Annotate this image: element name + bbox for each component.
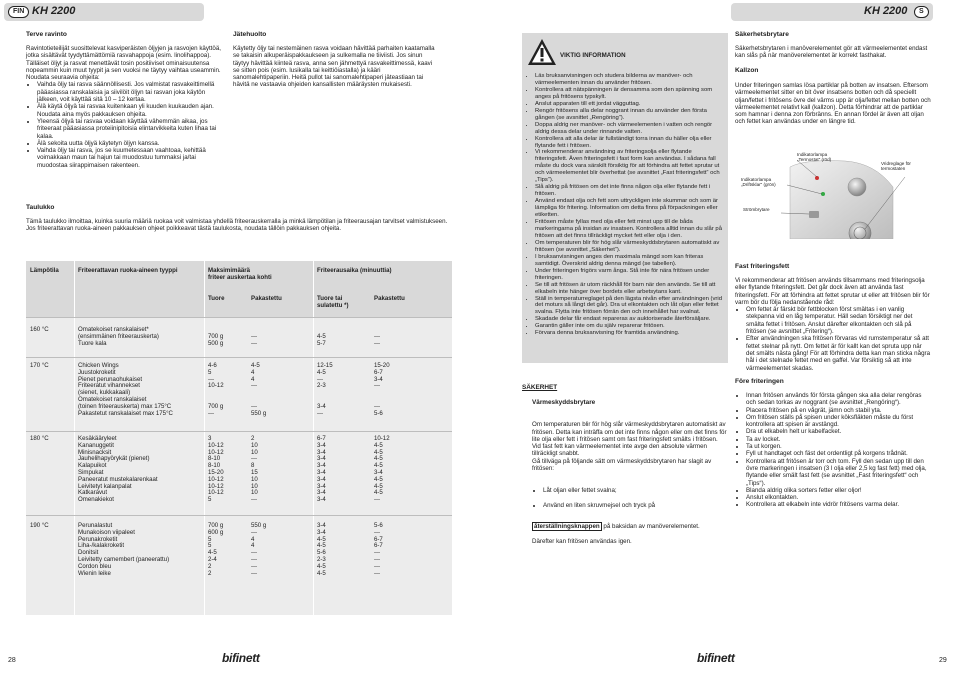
- amount-fresh-cell: 4-6 5 --- 10-12 700 g ---: [208, 362, 224, 417]
- list-item: • Vi rekommenderar användning av friteringsolja eller flytande friteringsfett. Även friteringsfett i fast form kan användas. I sådana fall måste du dock vara särskilt försiktig för att förhindra att fettet sprutar ut och värmeelementet blir överhettat (se avsnittet „Fast friteringsfett“ och „Tips“).: [535, 149, 724, 184]
- list-item: • Ta av locket.: [746, 436, 931, 443]
- page-number: 29: [939, 657, 947, 664]
- control-unit-diagram: [735, 147, 928, 239]
- amount-fresh-cell: 700 g 500 g: [208, 332, 224, 347]
- list-item: • Se till att fritösen är utom räckhåll för barn när den används. Se till att elkabeln inte hänger över bordets eller arbetsytans kant.: [535, 282, 724, 296]
- list-item: • Kontrollera att elkabeln inte vidrör fritösens varma delar.: [746, 501, 931, 508]
- food-cell: Omatekoiset ranskalaiset* (ensimmäinen friteerauskerta) Tuore kala: [78, 326, 159, 347]
- section-body: Under friteringen samlas lösa partiklar på botten av insatsen. Eftersom värmeelementet sitter en bit över insatsens botten och då speciellt oljan/fettet i fritösens övre del värms upp är olja/fettet mellan botten och värmeelementet relativt kall (kallzon). Detta förhindrar att de partiklar som hamnar i denna zon förbränns. En annan fördel är även att oljan och fettet kan användas under en längre tid.: [735, 82, 931, 126]
- list-item: • Placera fritösen på en vågrät, jämn och stabil yta.: [746, 407, 931, 414]
- warning-triangle-icon: [527, 38, 557, 66]
- section-title: Säkerhetsbrytare: [735, 31, 789, 38]
- section-body: Säkerhetsbrytaren i manöverelementet gör att värmeelementet endast kan slås på när manöverelementet är korrekt fasthakat.: [735, 45, 928, 60]
- list-item: • Innan fritösen används för första gången ska alla delar rengöras och sedan torkas av noggrant (se avsnittet „Rengöring“).: [746, 392, 931, 407]
- list-item: • Efter användningen ska fritösen förvaras vid rumstemperatur så att fettet stelnar på nytt. Om fettet är för kallt kan det spruta upp när det smälts nästa gång! För att förhindra detta kan man sticka några hål i det stelnade fettet med en gaffel. Var försiktig så att inte värmeelementet skadas.: [746, 335, 931, 371]
- right-page: [477, 0, 954, 676]
- row-divider: [26, 317, 452, 318]
- warning-title: VIKTIG INFORMATION: [560, 52, 626, 59]
- important-info-box: [522, 33, 728, 363]
- section-title: Fast friteringsfett: [735, 263, 790, 270]
- list-item: • Rengör fritösens alla delar noggrant innan du använder den första gången (se avsnittet „Rengöring“).: [535, 108, 724, 122]
- safety-list: [532, 480, 728, 516]
- list-item: • Vaihda öljy tai rasva, jos se kuumetessaan vaahtoaa, kehittää voimakkaan maun tai hajun tai muodostuu tummaksi ja/tai muodostaa siirappimaisen rakenteen.: [37, 147, 222, 169]
- list-item: • Dra ut elkabeln helt ur kabelfacket.: [746, 428, 931, 435]
- temperature-cell: 160 °C: [30, 326, 49, 333]
- bullet-list: [735, 392, 931, 509]
- time-fresh-cell: 3-4 3-4 4-5 4-5 5-6 2-3 4-5 4-5: [317, 522, 326, 577]
- frying-table: [26, 261, 452, 615]
- temperature-cell: 170 °C: [30, 362, 49, 369]
- brand-logo: [697, 651, 735, 665]
- model-name: KH 2200: [864, 5, 908, 17]
- intro-paragraph: Ravintotieteilijät suosittelevat kasviperäisten öljyjen ja rasvojen käyttöä, jotka sisältävät tyydyttämättömiä rasvahappoja (esim. linolihappoa). Tälläiset öljyt ja rasvat menettävät tosin positiiviset ominaisuutensa nopeammin kuin muut tyypit ja sen vuoksi ne täytyy vaihtaa useammin. Noudata seuraavia ohjeita:: [26, 45, 222, 82]
- list-item: • I bruksanvisningen anges den maximala mängd som kan friteras samtidigt. Överskrid aldrig denna mängd (se tabellen).: [535, 254, 724, 268]
- brand-logo: [222, 651, 260, 665]
- list-item: • Vaihda öljy tai rasva säännöllisesti. Jos valmistat rasvakeittimellä pääasiassa ranskalaisia ja siivilöit öljyn tai rasvan joka käytön jälkeen, voit käyttää sitä 10 – 12 kertaa.: [37, 81, 222, 103]
- safety-title: SÄKERHET: [522, 384, 558, 391]
- list-item: • Fritösen måste fyllas med olja eller fett minst upp till de båda markeringarna på insidan av insatsen. Kontrollera alltid innan du slår på fritösen att det finns tillräckligt mycket fett eller olja i den.: [535, 219, 724, 240]
- time-fresh-cell: 12-15 4-5 --- 2-3 3-4 ---: [317, 362, 333, 417]
- section-title: Kallzon: [735, 67, 759, 74]
- col-divider: [313, 261, 314, 615]
- reset-button-label: återställningsknappen: [534, 523, 600, 531]
- warning-text: [524, 73, 724, 337]
- list-item: • Doppa aldrig ner manöver- och värmeelementen i vatten och rengör aldrig dessa delar under rinnande vatten.: [535, 122, 724, 136]
- label-thermostat-knob: Vridreglage för termostaten: [881, 161, 911, 172]
- header-fresh: Tuore: [208, 295, 225, 302]
- section-title: Jätehuolto: [233, 31, 267, 38]
- list-item: • Ta ut korgen.: [746, 443, 931, 450]
- list-item: • Garantin gäller inte om du själv reparerar fritösen.: [535, 323, 724, 330]
- list-item: • Ställ in temperaturreglaget på den lägsta nivån efter användningen (vrid det moturs så långt det går). Dra ut elkontakten och låt oljan eller fettet svalna. Flytta inte fritösen förrän den och innehållet har svalnat.: [535, 296, 724, 317]
- temperature-cell: 190 °C: [30, 522, 49, 529]
- section-body: Käytetty öljy tai nestemäinen rasva voidaan hävittää parhaiten kaatamalla se takaisin alkuperäispakkaukseen ja sulkemalla ne tiiviisti. Jos sinun täytyy hävittää kiinteä rasva, anna sen jähmettyä rasvakeittimessä, kaavi se sitten pois (esim. lusikalla tai keittiöiastalla) ja kääri sanomalehtipaperiin. Heitä pullot tai sanomalehtipaperi jäteastiaan tai hävitä ne vastaavia ohjeiden kansallisten määräysten mukaisesti.: [233, 45, 435, 89]
- header-max-amount: Maksimimäärä friteer auskertaa kohti: [208, 267, 272, 281]
- time-fresh-cell: 4-5 5-7: [317, 332, 326, 347]
- list-item: • Kontrollera att alla delar är fullständigt torra innan du häller olja eller flytande fett i fritösen.: [535, 136, 724, 150]
- label-power-switch: Strömbrytare: [743, 207, 770, 212]
- list-item: • Använd en liten skruvmejsel och tryck på: [543, 502, 728, 509]
- list-item: • Skadade delar får endast repareras av auktoriserade återförsäljare.: [535, 316, 724, 323]
- amount-fresh-cell: 3 10-12 10-12 8-10 8-10 15-20 10-12 10-12 10-12 5: [208, 435, 224, 504]
- bullet-list: [735, 306, 931, 372]
- label-ready-lamp: Indikatorlampa „Driftsklar“ (grön): [741, 177, 776, 188]
- time-frozen-cell: 10-12 4-5 4-5 4-5 4-5 3-4 4-5 4-5 4-5 ---: [374, 435, 390, 504]
- list-item: • Fyll ut handtaget och fäst det ordentligt på korgens trådnät.: [746, 450, 931, 457]
- list-item: • Yleensä öljyä tai rasvaa voidaan käyttää vähemmän aikaa, jos friteeraat pääasiassa proteiinipitoisia elintarvikkeita kuten lihaa tai kalaa.: [37, 118, 222, 140]
- page-header-right: [731, 3, 933, 21]
- col-divider: [74, 261, 75, 615]
- safety-end: Därefter kan fritösen användas igen.: [532, 538, 632, 546]
- row-divider: [26, 515, 452, 516]
- section-body: [26, 218, 456, 233]
- bullet-list: [26, 81, 222, 169]
- language-badge: S: [914, 6, 929, 18]
- section-title: Taulukko: [26, 204, 55, 211]
- amount-fresh-cell: 700 g 600 g 5 5 4-5 2-4 2 2: [208, 522, 224, 577]
- list-item: • Älä käytä öljyä tai rasvaa kuitenkaan yli kuuden kuukauden ajan. Noudata aina myös pakkauksen ohjeita.: [37, 103, 222, 118]
- paragraph: Jos friteerattavan ruoka-aineen pakkauksen ohjeet poikkeavat tästä taulukosta, noudata tällöin pakkauksen ohjeita.: [26, 225, 342, 233]
- reset-line: återställningsknappen på baksidan av manöverelementet.: [534, 523, 700, 531]
- time-frozen-cell: 5-6 --- 6-7 6-7 --- --- --- ---: [374, 522, 383, 577]
- paragraph: Tämä taulukko ilmoittaa, kuinka suuria määriä ruokaa voit valmistaa yhdellä friteerauskerralla ja minkä lämpötilan ja friteerausajan tarvitset valmistukseen.: [26, 218, 448, 225]
- safety-subtitle: Värmeskyddsbrytare: [532, 399, 596, 406]
- list-item: • Läs bruksanvisningen och studera bilderna av manöver- och värmeelementen innan du använder fritösen.: [535, 73, 724, 87]
- page-header-left: [4, 3, 204, 21]
- amount-frozen-cell: 2 10 10 --- 8 15 10 10 10 ---: [251, 435, 258, 504]
- page-number: 28: [8, 657, 16, 664]
- amount-frozen-cell: 550 g --- 4 4 --- --- --- ---: [251, 522, 267, 577]
- safety-body: [532, 414, 728, 553]
- amount-frozen-cell: 4-5 4 4 --- --- 550 g: [251, 362, 267, 417]
- list-item: • Älä sekoita uutta öljyä käytetyn öljyn kanssa.: [37, 140, 222, 147]
- list-item: • Kontrollera att fritösen är torr och tom. Fyll den sedan upp till den övre markeringen i insatsen (3 l olja eller 2,5 kg fast fett) med olja, flytande eller smält fast fett (se avsnittet „Fast friteringsfett“ och „Tips“).: [746, 458, 931, 487]
- temperature-cell: 180 °C: [30, 435, 49, 442]
- section-title: Terve ravinto: [26, 31, 67, 38]
- list-item: • Om fritösen ställs på spisen under köksfläkten måste du först kontrollera att spisen är avstängd.: [746, 414, 931, 429]
- section-body: [735, 392, 931, 509]
- row-divider: [26, 357, 452, 358]
- list-item: • Anslut apparaten till ett jordat vägguttag.: [535, 101, 724, 108]
- food-cell: Perunalastut Munakoison viipaleet Perunakroketit Liha-/kalakroketit Donitsit Leivitetty camembert (paneerattu) Cordon bleu Wienin leike: [78, 522, 170, 577]
- col-divider: [204, 261, 205, 615]
- row-divider: [26, 431, 452, 432]
- food-cell: Kesäkääryleet Kananuggetit Minisnacksit Jauhelihapyörykät (pienet) Kalapuikot Simpukat Paneeratut mustekalarenkaat Leivitetyt kalanpalat Katkaravut Omenakiekot: [78, 435, 158, 504]
- header-frozen-time: Pakastettu: [374, 295, 405, 302]
- list-item: • Låt oljan eller fettet svalna;: [543, 487, 728, 494]
- section-body: [735, 277, 931, 372]
- list-item: • Kontrollera att nätspänningen är densamma som den spänning som anges på fritösens typskylt.: [535, 87, 724, 101]
- safety-paragraph: Om temperaturen blir för hög slår värmeskyddsbrytaren automatiskt av fritösen. Detta kan inträffa om det inte finns någon eller om det finns för lite olja eller fett i fritösen samt om fast friteringsfett smälts i fritösen. Vid fast fett kan värmeelementet inte avge den absolute värmen tillräckligt snabbt. Gå tillväga på följande sätt om värmeskyddsbrytaren har slagit av fritösen:: [532, 421, 727, 473]
- list-item: • Om temperaturen blir för hög slår värmeskyddsbrytaren automatiskt av fritösen (se avsnittet „Säkerhet“).: [535, 240, 724, 254]
- header-frozen: Pakastettu: [251, 295, 282, 302]
- model-name: KH 2200: [32, 5, 76, 17]
- brand-text: bifinett: [222, 651, 260, 665]
- list-item: • Använd endast olja och fett som uttryckligen inte skummar och som är lämpliga för fritering. Information om detta finns på förpackningen eller etiketten.: [535, 198, 724, 219]
- section-title: Före friteringen: [735, 378, 784, 385]
- language-badge: FIN: [8, 6, 29, 18]
- list-item: • Anslut elkontakten.: [746, 494, 931, 501]
- label-thermostat-lamp: Indikatorlampa „Termostat“ (röd): [797, 152, 832, 163]
- warning-list: [524, 73, 724, 337]
- paragraph: Vi rekommenderar att fritösen används tillsammans med friteringsolja eller flytande friteringsfett. Det går dock även att använda fast friteringsfett. För att förhindra att fettet sprutar ut eller att fritösen blir för varm bör du följa nedanstående råd:: [735, 277, 930, 306]
- header-frying-time: Friteerausaika (minuuttia): [317, 267, 392, 274]
- time-frozen-cell: 15-20 6-7 3-4 --- --- 5-6: [374, 362, 390, 417]
- list-item: • Under friteringen frigörs varm ånga. Stå inte för nära fritösen under friteringen.: [535, 268, 724, 282]
- list-item: • Blanda aldrig olika sorters fetter eller oljor!: [746, 487, 931, 494]
- list-item: • Förvara denna bruksanvisning för framtida användning.: [535, 330, 724, 337]
- time-frozen-cell: --- ---: [374, 332, 381, 347]
- header-temperature: Lämpötila: [30, 267, 59, 274]
- food-cell: Chicken Wings Juustokroketit Pienet perunaohukaiset Friteeratut vihannekset (sienet, kukkakaali) Omatekoiset ranskalaiset (toinen friteerauskerta) max 175°C Pakastetut ranskalaiset max 175°C: [78, 362, 173, 417]
- header-food-type: Friteerattavan ruoka-aineen tyyppi: [78, 267, 178, 274]
- list-item: • Slå aldrig på fritösen om det inte finns någon olja eller flytande fett i fritösen.: [535, 184, 724, 198]
- list-item: • Om fettet är färskt bör fettblocken först smältas i en vanlig stekpanna vid en låg temperatur. Häll sedan försiktigt ner det smälta fettet i fritösen. Anslut därefter elkontakten och slå på fritösen (se avsnittet „Fritering“).: [746, 306, 931, 335]
- section-body: [26, 45, 222, 169]
- time-fresh-cell: 6-7 3-4 3-4 3-4 3-4 3-4 3-4 3-4 3-4 3-4: [317, 435, 326, 504]
- amount-frozen-cell: --- ---: [251, 332, 258, 347]
- header-fresh-thawed: Tuore tai sulatettu *): [317, 295, 349, 309]
- brand-text: bifinett: [697, 651, 735, 665]
